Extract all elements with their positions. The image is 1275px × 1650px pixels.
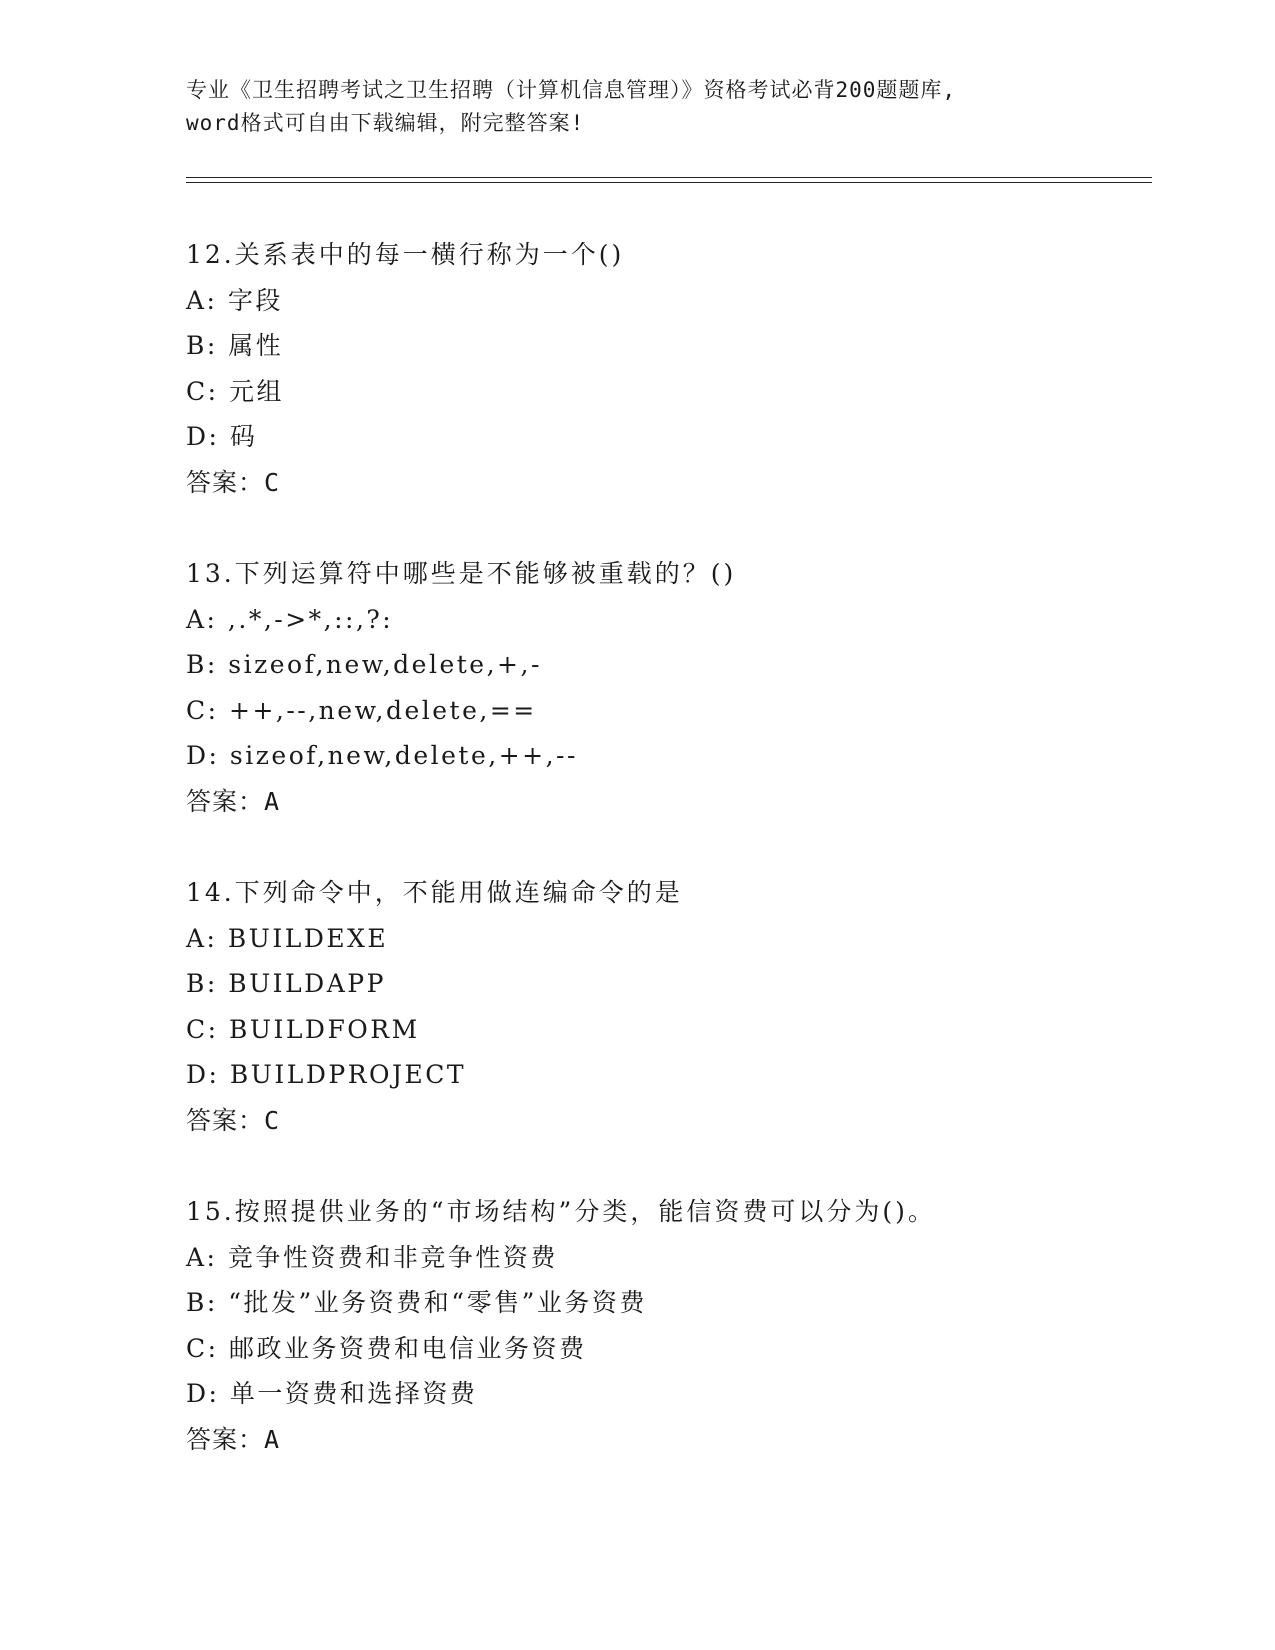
option-c: C: ++,--,new,delete,== (186, 695, 537, 725)
answer-line: 答案：C (186, 1105, 281, 1135)
option-a: A: 竞争性资费和非竞争性资费 (186, 1242, 558, 1272)
option-c: C: 元组 (186, 376, 284, 406)
option-d: D: BUILDPROJECT (186, 1060, 467, 1089)
option-a: A: BUILDEXE (186, 923, 389, 953)
question-15 (186, 1189, 1146, 1462)
question-stem: 15.按照提供业务的“市场结构”分类，能信资费可以分为()。 (186, 1197, 936, 1226)
answer-line: 答案：C (186, 467, 281, 497)
header-line-2: word格式可自由下载编辑，附完整答案! (186, 111, 585, 135)
header-line-1: 专业《卫生招聘考试之卫生招聘（计算机信息管理）》资格考试必背200题题库, (186, 78, 957, 102)
question-stem: 14.下列命令中，不能用做连编命令的是 (186, 878, 683, 907)
header-divider-bottom (186, 182, 1152, 183)
question-13 (186, 551, 1146, 824)
option-b: B: “批发”业务资费和“零售”业务资费 (186, 1288, 647, 1317)
option-c: C: 邮政业务资费和电信业务资费 (186, 1333, 587, 1363)
option-d: D: 单一资费和选择资费 (186, 1379, 478, 1408)
answer-line: 答案：A (186, 786, 281, 816)
question-stem: 13.下列运算符中哪些是不能够被重载的？() (186, 559, 737, 588)
question-stem: 12.关系表中的每一横行称为一个() (186, 240, 625, 269)
document-header (186, 74, 1086, 140)
option-d: D: 码 (186, 422, 258, 451)
option-b: B: 属性 (186, 331, 284, 360)
question-14 (186, 870, 1146, 1143)
header-divider-top (186, 177, 1152, 178)
option-c: C: BUILDFORM (186, 1014, 420, 1044)
option-b: B: sizeof,new,delete,+,- (186, 650, 542, 679)
question-12 (186, 232, 1146, 505)
answer-line: 答案：A (186, 1424, 281, 1454)
option-d: D: sizeof,new,delete,++,-- (186, 741, 578, 770)
option-a: A: ,.*,->*,::,?: (186, 604, 394, 634)
option-b: B: BUILDAPP (186, 969, 386, 998)
option-a: A: 字段 (186, 285, 283, 315)
